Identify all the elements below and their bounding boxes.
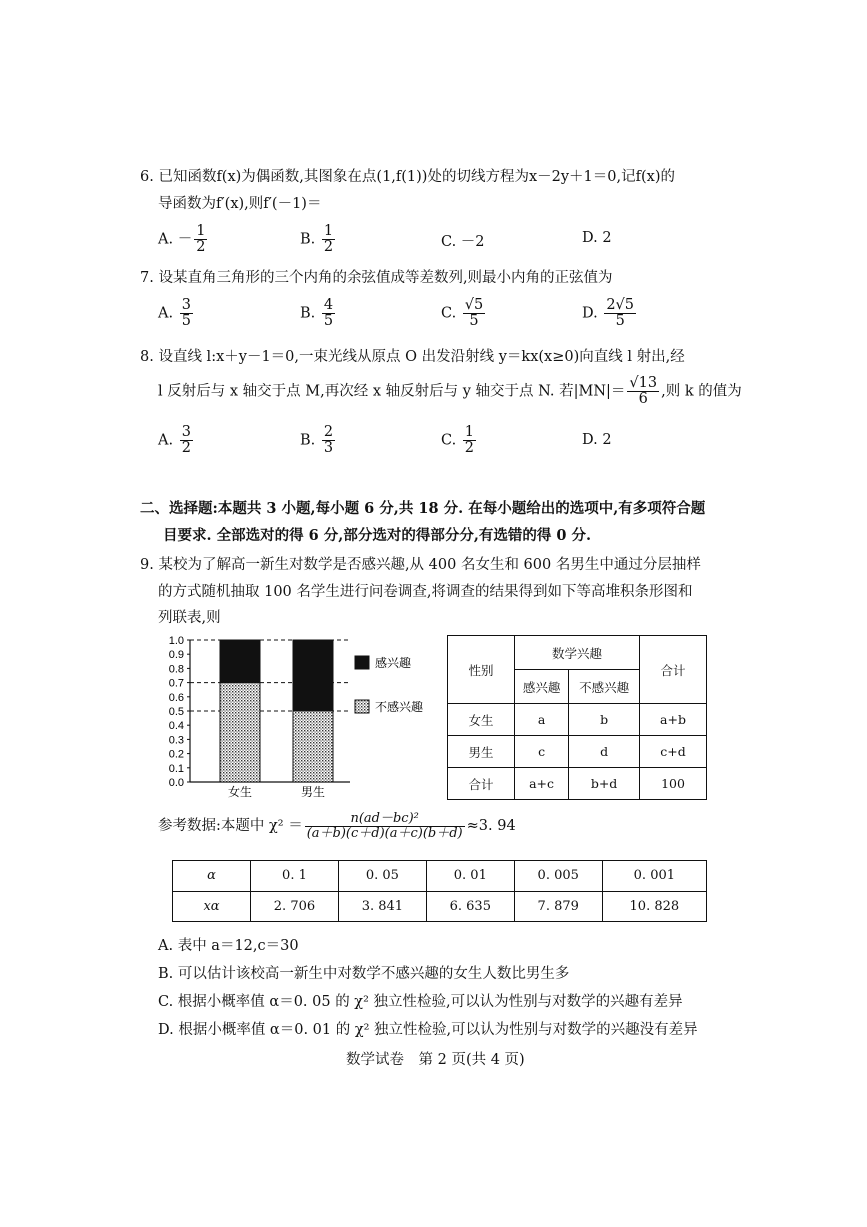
ct-cell: b: [569, 704, 640, 736]
stacked-bar-chart: [160, 628, 435, 803]
y-tick-label: 0.6: [168, 691, 184, 704]
legend-label: 不感兴趣: [375, 700, 424, 714]
rt-alpha-value: 0. 005: [514, 861, 602, 892]
rt-alpha-value: 0. 001: [602, 861, 706, 892]
ct-cell: a+b: [640, 704, 707, 736]
q7-option-c: C. $\frac{√5}{5}$: [441, 297, 484, 330]
ct-cell: c+d: [640, 736, 707, 768]
ct-header-group: 数学兴趣: [515, 636, 640, 670]
q9-option-a: A. 表中 a＝12,c＝30: [158, 938, 299, 954]
q8-option-c: C. $\frac{1}{2}$: [441, 424, 475, 457]
contingency-table: [447, 635, 707, 800]
legend-label: 感兴趣: [375, 656, 412, 670]
y-tick-label: 0.7: [168, 677, 184, 690]
rt-x-value: 2. 706: [251, 891, 339, 922]
x-tick-label: 男生: [300, 785, 326, 799]
y-tick-label: 0.4: [168, 720, 184, 733]
rt-x-value: 7. 879: [514, 891, 602, 922]
rt-alpha-value: 0. 1: [251, 861, 339, 892]
rt-x-value: 10. 828: [602, 891, 706, 922]
legend-swatch: [355, 700, 369, 713]
q8-option-a: A. $\frac{3}{2}$: [158, 424, 191, 457]
rt-alpha-value: 0. 05: [338, 861, 426, 892]
ct-cell: a: [515, 704, 569, 736]
section2-heading-line2: 目要求. 全部选对的得 6 分,部分选对的得部分分,有选错的得 0 分.: [163, 527, 592, 544]
q8-stem-line2: l 反射后与 x 轴交于点 M,再次经 x 轴反射后与 y 轴交于点 N. 若|MN|＝ $\frac{√13}{6}$ ,则 k 的值为: [158, 375, 742, 408]
section2-heading-line1: 二、选择题:本题共 3 小题,每小题 6 分,共 18 分. 在每小题给出的选项中,有多项符合题: [140, 500, 706, 517]
y-tick-label: 1.0: [168, 635, 184, 647]
ct-row-label: 合计: [448, 768, 515, 800]
rt-x-label: xα: [173, 891, 251, 922]
q6-stem-line2: 导函数为f′(x),则f′(－1)＝: [158, 196, 322, 212]
q7-stem: 7. 设某直角三角形的三个内角的余弦值成等差数列,则最小内角的正弦值为: [140, 270, 613, 286]
y-tick-label: 0.3: [168, 734, 184, 747]
q8-option-b: B. $\frac{2}{3}$: [300, 424, 334, 457]
bar-segment-interested: [220, 640, 260, 683]
q6-stem-line1: 6. 已知函数f(x)为偶函数,其图象在点(1,f(1))处的切线方程为x－2y＋1＝0,记f(x)的: [140, 169, 675, 185]
q6-option-c: C. －2: [441, 234, 485, 250]
rt-x-value: 6. 635: [426, 891, 514, 922]
q7-option-d: D. $\frac{2√5}{5}$: [582, 297, 635, 330]
ct-row-label: 女生: [448, 704, 515, 736]
y-tick-label: 0.2: [168, 748, 184, 761]
q9-stem-line2: 的方式随机抽取 100 名学生进行问卷调查,将调查的结果得到如下等高堆积条形图和: [158, 584, 693, 600]
ct-header-total: 合计: [640, 636, 707, 704]
ct-cell: c: [515, 736, 569, 768]
bar-segment-interested: [293, 640, 333, 711]
q9-reference-formula: 参考数据:本题中 χ² ＝ $\frac{\text{n(ad－bc)²}}{(a+b)(c+d)(a+c)(b+d)}$ ≈3. 94: [158, 811, 516, 841]
ct-cell: d: [569, 736, 640, 768]
q6-option-d: D. 2: [582, 230, 612, 246]
q7-option-a: A. $\frac{3}{5}$: [158, 297, 191, 330]
y-tick-label: 0.8: [168, 663, 184, 676]
ct-header-gender: 性别: [448, 636, 515, 704]
ct-subheader-interested: 感兴趣: [515, 670, 569, 704]
ct-row-label: 男生: [448, 736, 515, 768]
x-tick-label: 女生: [227, 785, 253, 799]
q8-option-d: D. 2: [582, 432, 612, 448]
ct-cell: 100: [640, 768, 707, 800]
rt-alpha-label: α: [173, 861, 251, 892]
rt-x-value: 3. 841: [338, 891, 426, 922]
rt-alpha-value: 0. 01: [426, 861, 514, 892]
ct-cell: b+d: [569, 768, 640, 800]
q8-stem-line1: 8. 设直线 l:x＋y－1＝0,一束光线从原点 O 出发沿射线 y＝kx(x≥0)向直线 l 射出,经: [140, 349, 685, 365]
page-footer: 数学试卷 第 2 页(共 4 页): [346, 1052, 525, 1068]
q9-option-b: B. 可以估计该校高一新生中对数学不感兴趣的女生人数比男生多: [158, 966, 570, 982]
q9-option-c: C. 根据小概率值 α＝0. 05 的 χ² 独立性检验,可以认为性别与对数学的兴趣有差异: [158, 994, 683, 1010]
y-tick-label: 0.0: [168, 777, 184, 789]
q6-option-b: B. $\frac{1}{2}$: [300, 223, 334, 256]
critical-value-table: [172, 860, 707, 922]
bar-segment-not-interested: [220, 683, 260, 782]
y-tick-label: 0.5: [168, 706, 184, 718]
q7-option-b: B. $\frac{4}{5}$: [300, 297, 334, 330]
ct-subheader-not-interested: 不感兴趣: [569, 670, 640, 704]
legend-swatch: [355, 656, 369, 669]
q9-option-d: D. 根据小概率值 α＝0. 01 的 χ² 独立性检验,可以认为性别与对数学的兴趣没有差异: [158, 1022, 698, 1038]
q6-option-a: A. － $\frac{1}{2}$: [158, 223, 206, 256]
bar-segment-not-interested: [293, 711, 333, 782]
q9-stem-line1: 9. 某校为了解高一新生对数学是否感兴趣,从 400 名女生和 600 名男生中通过分层抽样: [140, 557, 701, 573]
ct-cell: a+c: [515, 768, 569, 800]
y-tick-label: 0.1: [168, 762, 184, 775]
y-tick-label: 0.9: [168, 649, 184, 662]
q9-stem-line3: 列联表,则: [158, 610, 221, 626]
